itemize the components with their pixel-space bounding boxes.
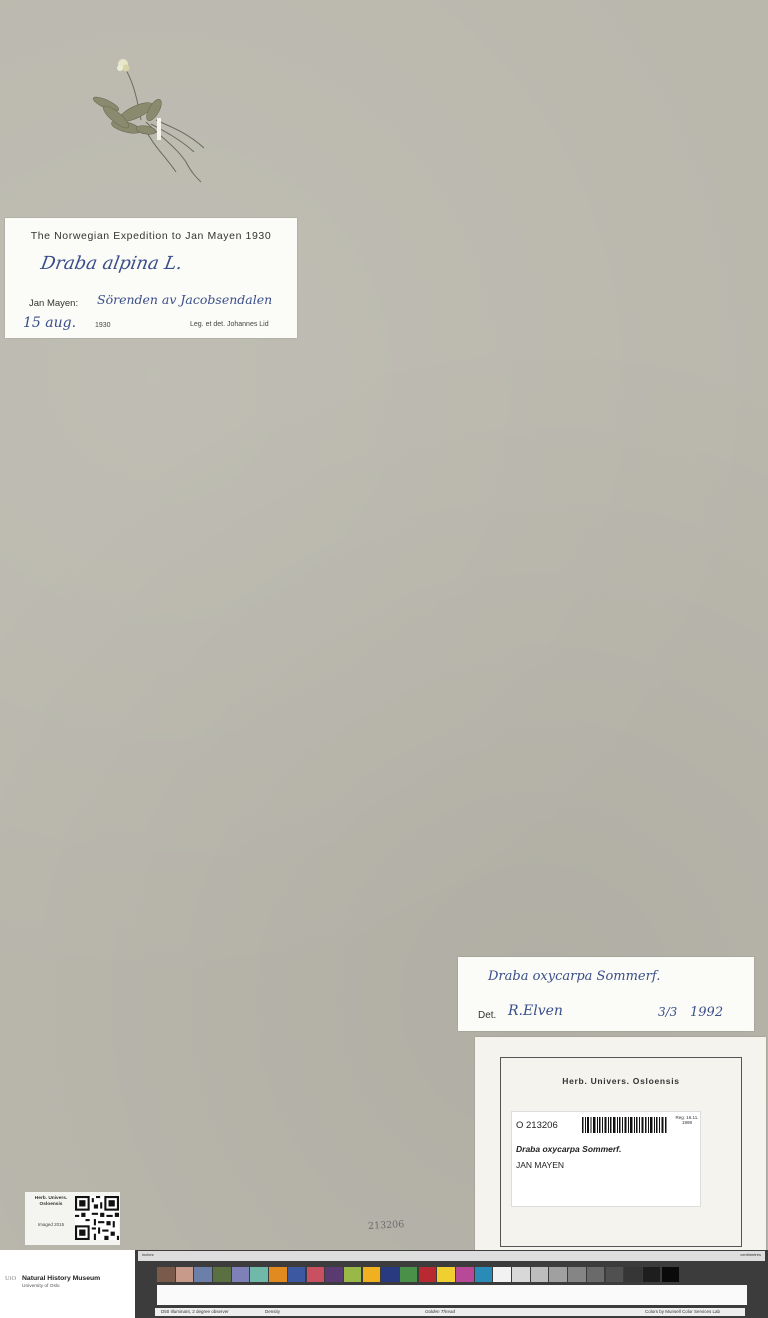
color-swatch <box>475 1267 493 1282</box>
qr-imaged-text: Imaged 2015 <box>37 1222 65 1227</box>
determination-name: Draba oxycarpa Sommerf. <box>488 969 661 984</box>
uio-logo: UiO <box>5 1275 17 1282</box>
expedition-date: 15 aug. <box>23 315 77 331</box>
catalog-sticker <box>511 1111 701 1207</box>
determination-year: 1992 <box>690 1005 724 1020</box>
density-text: Density <box>265 1309 281 1314</box>
expedition-year: 1930 <box>95 322 111 329</box>
plant-specimen <box>66 52 216 187</box>
brand-text: Golden Thread <box>425 1309 456 1314</box>
pencil-number: 213206 <box>367 1219 405 1232</box>
footer <box>0 1250 768 1318</box>
color-swatch <box>325 1267 343 1282</box>
qr-label <box>25 1192 120 1245</box>
color-swatch <box>157 1267 175 1282</box>
illuminant-text: D50 Illuminant, 2 degree observer <box>161 1309 229 1314</box>
color-swatch <box>269 1267 287 1282</box>
color-data-table <box>157 1285 747 1305</box>
color-swatch <box>643 1267 661 1282</box>
color-swatch <box>456 1267 474 1282</box>
ruler-inches-label: inches <box>142 1252 154 1257</box>
herbarium-frame <box>500 1057 742 1247</box>
herbarium-title: Herb. Univers. Osloensis <box>562 1076 680 1086</box>
expedition-title: The Norwegian Expedition to Jan Mayen 1930 <box>30 230 272 242</box>
color-swatch <box>344 1267 362 1282</box>
color-swatch <box>232 1267 250 1282</box>
expedition-location-value: Sörenden av Jacobsendalen <box>97 292 273 307</box>
ruler-scale <box>138 1251 765 1261</box>
museum-name: Natural History Museum <box>22 1275 101 1282</box>
color-swatch <box>288 1267 306 1282</box>
university-name: University of Oslo <box>22 1284 60 1289</box>
color-swatch <box>213 1267 231 1282</box>
color-swatch <box>606 1267 624 1282</box>
color-swatch <box>512 1267 530 1282</box>
determination-key: Det. <box>478 1010 497 1021</box>
color-swatch <box>587 1267 605 1282</box>
color-swatch <box>568 1267 586 1282</box>
qr-herb-line2: Osloensis <box>39 1202 63 1207</box>
herbarium-label <box>475 1037 766 1251</box>
expedition-label <box>5 218 297 338</box>
expedition-taxon: Draba alpina L. <box>39 253 185 274</box>
color-swatch <box>400 1267 418 1282</box>
herbarium-locality: JAN MAYEN <box>516 1160 565 1170</box>
determination-day: 3/3 <box>658 1005 678 1019</box>
color-swatch <box>549 1267 567 1282</box>
color-swatch <box>662 1267 680 1282</box>
qr-herb-text <box>30 1196 72 1208</box>
registration-note: Reg. 16.11. 1998 <box>675 1115 699 1125</box>
color-swatch <box>531 1267 549 1282</box>
color-swatch <box>307 1267 325 1282</box>
color-swatch <box>250 1267 268 1282</box>
credit-text: Colors by Munsell Color Services Lab <box>645 1309 721 1314</box>
determination-by: R.Elven <box>508 1003 563 1019</box>
color-swatch <box>381 1267 399 1282</box>
color-swatch <box>419 1267 437 1282</box>
color-swatch <box>493 1267 511 1282</box>
herbarium-taxon: Draba oxycarpa Sommerf. <box>516 1144 622 1154</box>
expedition-collector: Leg. et det. Johannes Lid <box>190 321 269 328</box>
color-swatch <box>194 1267 212 1282</box>
determination-label <box>458 957 754 1031</box>
catalog-number: O 213206 <box>516 1120 558 1131</box>
color-swatch <box>437 1267 455 1282</box>
color-swatch <box>624 1267 642 1282</box>
color-swatch <box>176 1267 194 1282</box>
color-calibration-bar <box>135 1250 768 1318</box>
ruler-cm-label: centimetres <box>740 1252 761 1257</box>
color-swatches <box>157 1267 680 1282</box>
bar-bottom-text <box>155 1308 745 1316</box>
qr-herb-line1: Herb. Univers. <box>34 1196 68 1201</box>
barcode-icon <box>582 1117 668 1133</box>
expedition-location-key: Jan Mayen: <box>29 298 79 309</box>
museum-branding <box>0 1250 133 1318</box>
color-swatch <box>363 1267 381 1282</box>
qr-code-icon <box>75 1195 119 1241</box>
